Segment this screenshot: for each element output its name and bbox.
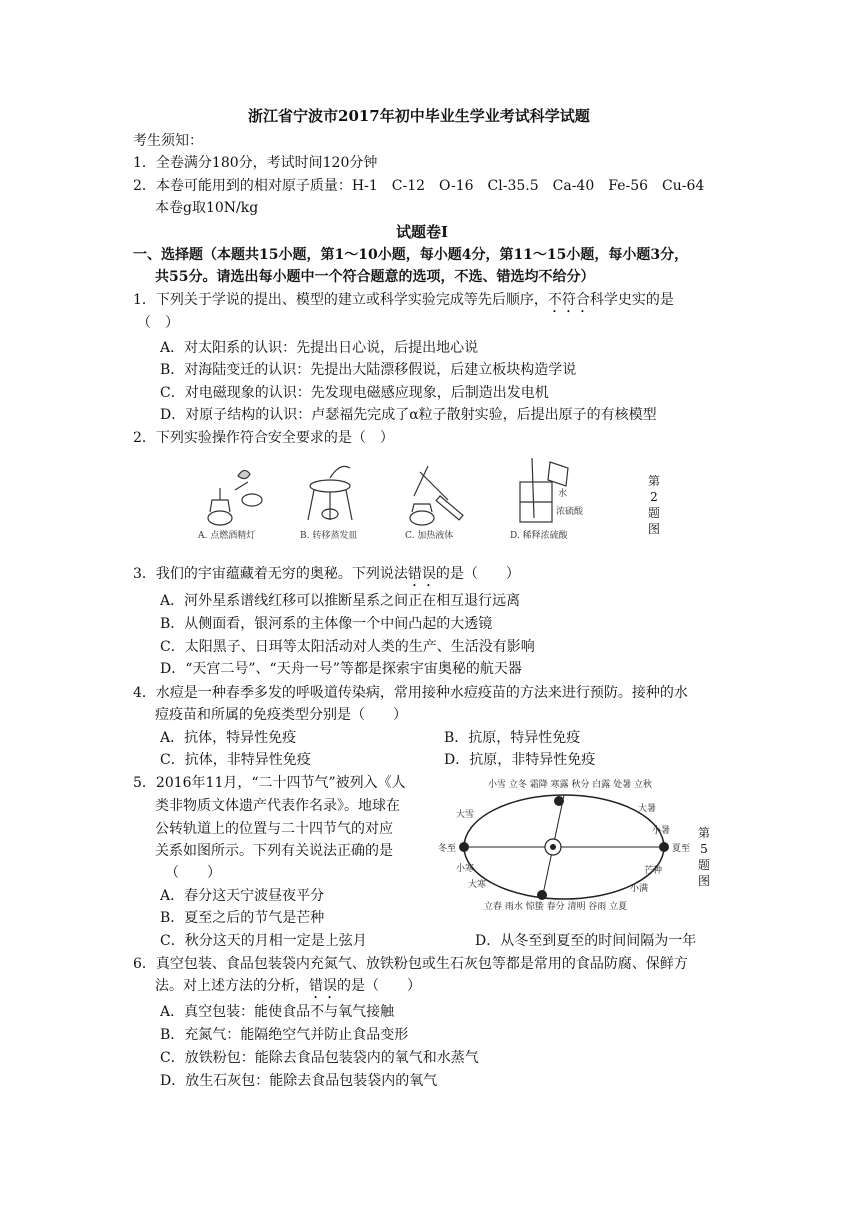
question-6-option-b: B．充氮气：能隔绝空气并防止食品变形 [160, 1027, 409, 1043]
question-3-option-c: C．太阳黑子、日珥等太阳活动对人类的生产、生活没有影响 [160, 639, 535, 655]
term-dongzhi: 冬至 [438, 844, 457, 854]
emphasis-text: 错误 [407, 566, 436, 582]
emphasis-text: 不符合 [547, 292, 590, 308]
question-5-option-c: C．秋分这天的月相一定是上弦月 [160, 933, 367, 949]
question-3-option-d: D．“天宫二号”、“天舟一号”等都是探索宇宙奥秘的航天器 [160, 661, 522, 677]
question-5-option-b: B．夏至之后的节气是芒种 [160, 910, 325, 926]
fig-label-d: D. 稀释浓硫酸 [510, 531, 568, 541]
earth-spring-equinox [537, 890, 547, 900]
question-2-stem: 2．下列实验操作符合安全要求的是（ ） [133, 430, 394, 446]
question-5-stem-line3: 公转轨道上的位置与二十四节气的对应 [155, 821, 393, 837]
question-5-stem-line1: 5．2016年11月，“二十四节气”被列入《人 [133, 775, 406, 791]
term-xiaoman: 小满 [630, 884, 649, 894]
term-xiaoshu: 小暑 [652, 826, 671, 836]
earth-summer-solstice [659, 842, 669, 852]
paper-section-title: 试题卷Ⅰ [396, 223, 449, 241]
question-4-option-c: C．抗体，非特异性免疫 [160, 752, 311, 768]
section-instructions-line2: 共55分。请选出每小题中一个符合题意的选项，不选、错选均不给分） [155, 269, 595, 285]
figure-2-caption: 第 2 题 图 [647, 474, 660, 536]
answer-paren: （ ） [165, 865, 221, 881]
earth-autumn-equinox [554, 796, 564, 806]
question-6-stem-line2: 法。对上述方法的分析，错误的是（ ） [155, 978, 421, 994]
notice-item-2: 2．本卷可能用到的相对原子质量：H-1 C-12 O-16 Cl-35.5 Ca-40 Fe-56 Cu-64 [133, 178, 705, 194]
question-3-option-b: B．从侧面看，银河系的主体像一个中间凸起的大透镜 [160, 616, 493, 632]
terms-top: 小雪 立冬 霜降 寒露 秋分 白露 处暑 立秋 [488, 780, 653, 790]
question-5-stem-line4: 关系如图所示。下列有关说法正确的是 [155, 843, 393, 859]
answer-paren: （ ） [137, 315, 179, 331]
question-5-option-d: D．从冬至到夏至的时间间隔为一年 [475, 933, 697, 949]
question-1-option-c: C．对电磁现象的认识：先发现电磁感应现象，后制造出发电机 [160, 385, 549, 401]
term-dahan: 大寒 [468, 880, 487, 890]
question-4-option-a: A．抗体，特异性免疫 [160, 730, 297, 746]
fig-label-c: C. 加热液体 [405, 531, 454, 541]
question-6-option-c: C．放铁粉包：能除去食品包装袋内的氧气和水蒸气 [160, 1050, 479, 1066]
term-daxue: 大雪 [456, 810, 475, 820]
question-4-option-b: B．抗原，特异性免疫 [444, 730, 581, 746]
question-6-option-a: A．真空包装：能使食品不与氧气接触 [160, 1004, 395, 1020]
terms-bottom: 立春 雨水 惊蛰 春分 清明 谷雨 立夏 [484, 902, 628, 912]
fig-label-b: B. 转移蒸发皿 [300, 531, 358, 541]
term-xiaohan: 小寒 [456, 864, 475, 874]
term-mangzhong: 芒种 [644, 866, 663, 876]
notice-item-1: 1．全卷满分180分，考试时间120分钟 [133, 155, 378, 171]
question-4-option-d: D．抗原，非特异性免疫 [444, 752, 596, 768]
question-3-option-a: A．河外星系谱线红移可以推断星系之间正在相互退行远离 [160, 593, 521, 609]
question-2-figure [190, 452, 610, 544]
notice-heading: 考生须知： [133, 133, 203, 149]
earth-winter-solstice [459, 842, 469, 852]
question-5-option-a: A．春分这天宁波昼夜平分 [160, 888, 325, 904]
label-water: 水 [558, 489, 568, 499]
question-4-stem-line1: 4．水痘是一种春季多发的呼吸道传染病，常用接种水痘疫苗的方法来进行预防。接种的水 [133, 685, 688, 701]
question-1-option-d: D．对原子结构的认识：卢瑟福先完成了α粒子散射实验，后提出原子的有核模型 [160, 407, 657, 423]
solar-terms-orbit-figure [438, 775, 690, 915]
question-6-option-d: D．放生石灰包：能除去食品包装袋内的氧气 [160, 1073, 438, 1089]
label-conc-acid: 浓硫酸 [556, 507, 584, 517]
fig-label-a: A. 点燃酒精灯 [198, 531, 256, 541]
section-instructions-line1: 一、选择题（本题共15小题，第1～10小题，每小题4分，第11～15小题，每小题3分， [133, 247, 689, 263]
figure-5-caption: 第 5 题 图 [697, 826, 710, 888]
term-dashu: 大暑 [638, 804, 657, 814]
emphasis-text: 错误 [309, 978, 337, 994]
question-4-stem-line2: 痘疫苗和所属的免疫类型分别是（ ） [155, 707, 407, 723]
question-6-stem-line1: 6．真空包装、食品包装袋内充氮气、放铁粉包或生石灰包等都是常用的食品防腐、保鲜方 [133, 956, 688, 972]
question-1-stem: 1．下列关于学说的提出、模型的建立或科学实验完成等先后顺序，不符合科学史实的是 [133, 292, 674, 308]
term-xiazhi: 夏至 [672, 844, 690, 854]
question-1-option-a: A．对太阳系的认识：先提出日心说，后提出地心说 [160, 340, 479, 356]
notice-item-3: 本卷g取10N/kg [155, 200, 259, 216]
question-3-stem: 3．我们的宇宙蕴藏着无穷的奥秘。下列说法错误的是（ ） [133, 566, 520, 582]
question-1-option-b: B．对海陆变迁的认识：先提出大陆漂移假说，后建立板块构造学说 [160, 362, 577, 378]
lab-operations-illustration [190, 452, 610, 544]
page-title: 浙江省宁波市2017年初中毕业生学业考试科学试题 [248, 107, 590, 125]
question-5-stem-line2: 类非物质文体遗产代表作名录》。地球在 [155, 798, 400, 814]
